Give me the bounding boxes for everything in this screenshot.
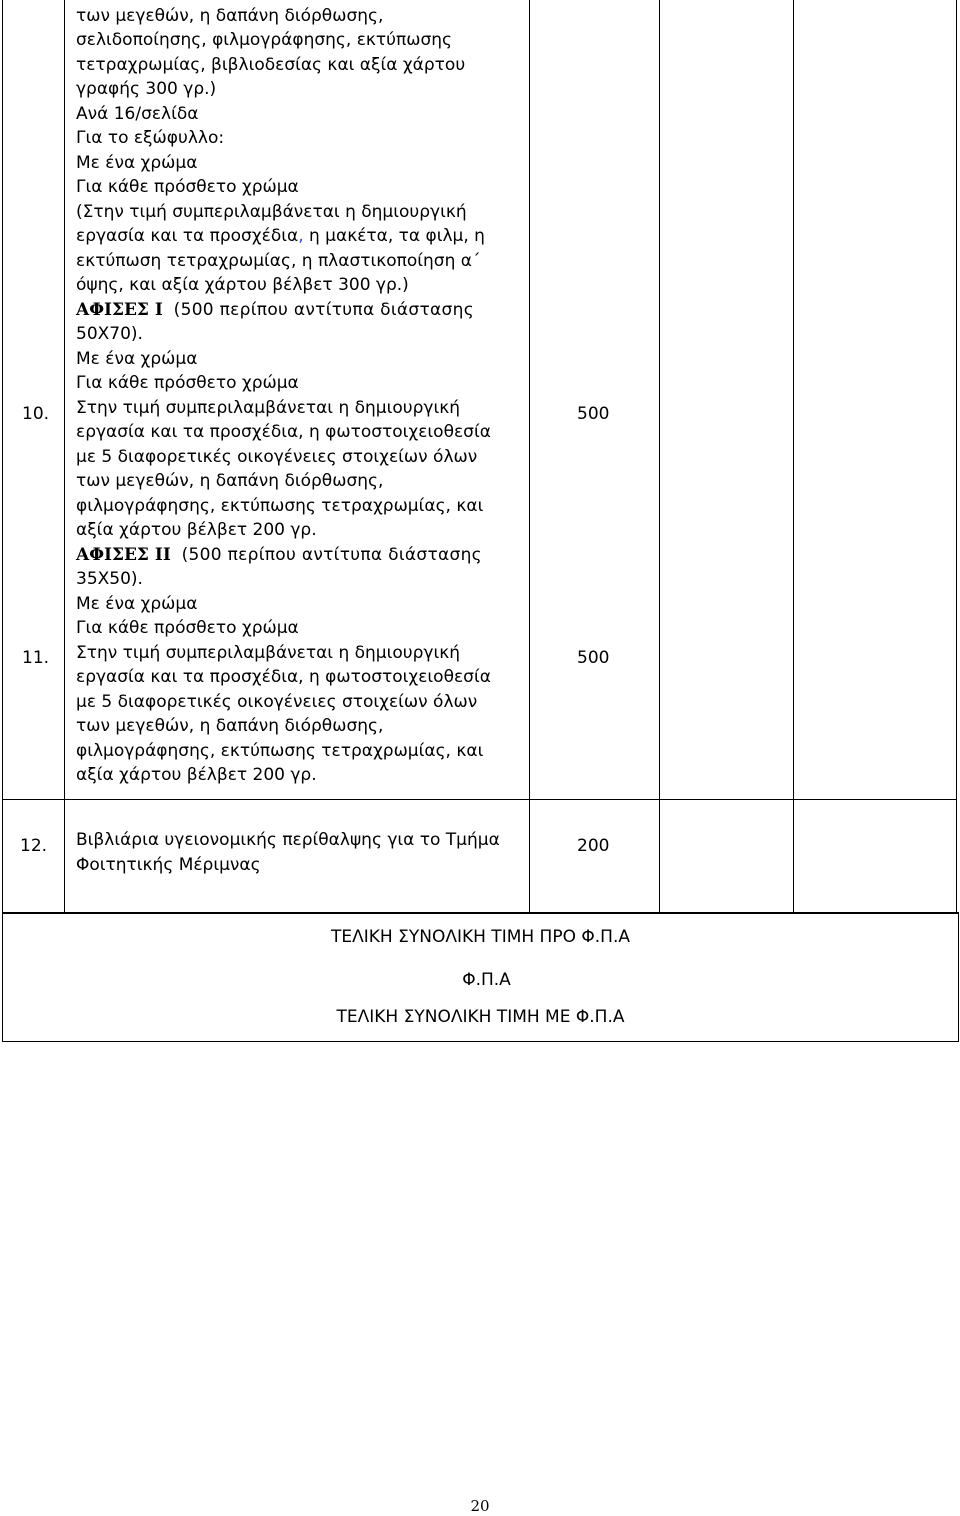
desc-line: εργασία και τα προσχέδια, η φωτοστοιχειοθεσία <box>76 667 491 687</box>
row-title <box>76 298 474 323</box>
row-title-bold: ΑΦΙΣΕΣ Ι <box>76 300 163 320</box>
desc-line: αξία χάρτου βέλβετ 200 γρ. <box>76 520 317 540</box>
desc-line: τετραχρωμίας, βιβλιοδεσίας και αξία χάρτου <box>76 55 466 75</box>
desc-line: φιλμογράφησης, εκτύπωσης τετραχρωμίας, και <box>76 496 484 516</box>
desc-line: με 5 διαφορετικές οικογένειες στοιχείων όλων <box>76 447 478 467</box>
row-title-bold: ΑΦΙΣΕΣ ΙΙ <box>76 545 171 565</box>
desc-line: 35Χ50). <box>76 569 143 589</box>
desc-line: (Στην τιμή συμπεριλαμβάνεται η δημιουργική <box>76 202 467 222</box>
table-border-qty-col <box>659 0 660 912</box>
desc-line: Με ένα χρώμα <box>76 349 198 369</box>
summary-box <box>2 912 959 1042</box>
desc-line: Με ένα χρώμα <box>76 153 198 173</box>
desc-line: Στην τιμή συμπεριλαμβάνεται η δημιουργική <box>76 398 461 418</box>
desc-line: γραφής 300 γρ.) <box>76 79 217 99</box>
table-border-left <box>2 0 3 912</box>
blue-comma: , <box>298 226 304 246</box>
row-quantity: 200 <box>577 836 610 856</box>
desc-line <box>76 224 485 249</box>
table-border-desc-col <box>529 0 530 912</box>
desc-line: Βιβλιάρια υγειονομικής περίθαλψης για το Τμήμα <box>76 830 500 850</box>
row-quantity: 500 <box>577 648 610 668</box>
row-number: 12. <box>20 836 48 856</box>
row-number: 11. <box>22 648 50 668</box>
desc-line: αξία χάρτου βέλβετ 200 γρ. <box>76 765 317 785</box>
desc-line: εργασία και τα προσχέδια, η φωτοστοιχειοθεσία <box>76 422 491 442</box>
desc-line-part: εργασία και τα προσχέδια <box>76 226 299 246</box>
row-separator-11-12 <box>2 799 957 800</box>
page-number: 20 <box>470 1497 490 1515</box>
row-title-rest: (500 περίπου αντίτυπα διάστασης <box>173 300 474 320</box>
desc-line: Ανά 16/σελίδα <box>76 104 199 124</box>
desc-line: εκτύπωση τετραχρωμίας, η πλαστικοποίηση α΄ <box>76 251 481 271</box>
table-border-no-col <box>64 0 65 912</box>
total-before-vat-label: ΤΕΛΙΚΗ ΣΥΝΟΛΙΚΗ ΤΙΜΗ ΠΡΟ Φ.Π.Α <box>331 927 630 947</box>
desc-line: Για κάθε πρόσθετο χρώμα <box>76 373 299 393</box>
desc-line: Για κάθε πρόσθετο χρώμα <box>76 618 299 638</box>
desc-line: με 5 διαφορετικές οικογένειες στοιχείων όλων <box>76 692 478 712</box>
row-title-rest <box>171 545 182 565</box>
row-title <box>76 543 482 568</box>
total-with-vat-label: ΤΕΛΙΚΗ ΣΥΝΟΛΙΚΗ ΤΙΜΗ ΜΕ Φ.Π.Α <box>336 1007 625 1027</box>
desc-line: φιλμογράφησης, εκτύπωσης τετραχρωμίας, και <box>76 741 484 761</box>
desc-line: των μεγεθών, η δαπάνη διόρθωσης, <box>76 716 384 736</box>
row-title-rest: (500 περίπου αντίτυπα διάστασης <box>181 545 482 565</box>
desc-line-part: η μακέτα, τα φιλμ, η <box>303 226 485 246</box>
desc-line: των μεγεθών, η δαπάνη διόρθωσης, <box>76 6 384 26</box>
desc-line: Φοιτητικής Μέριμνας <box>76 855 261 875</box>
desc-line: Για κάθε πρόσθετο χρώμα <box>76 177 299 197</box>
row-quantity: 500 <box>577 404 610 424</box>
row-number: 10. <box>22 404 50 424</box>
desc-line: Με ένα χρώμα <box>76 594 198 614</box>
desc-line: σελιδοποίησης, φιλμογράφησης, εκτύπωσης <box>76 30 452 50</box>
desc-line: Για το εξώφυλλο: <box>76 128 225 148</box>
row-title-rest <box>163 300 174 320</box>
desc-line: Στην τιμή συμπεριλαμβάνεται η δημιουργική <box>76 643 461 663</box>
desc-line: 50Χ70). <box>76 324 143 344</box>
vat-label: Φ.Π.Α <box>462 970 511 990</box>
desc-line: όψης, και αξία χάρτου βέλβετ 300 γρ.) <box>76 275 409 295</box>
desc-line: των μεγεθών, η δαπάνη διόρθωσης, <box>76 471 384 491</box>
table-border-price-col <box>793 0 794 912</box>
table-border-right <box>956 0 957 912</box>
